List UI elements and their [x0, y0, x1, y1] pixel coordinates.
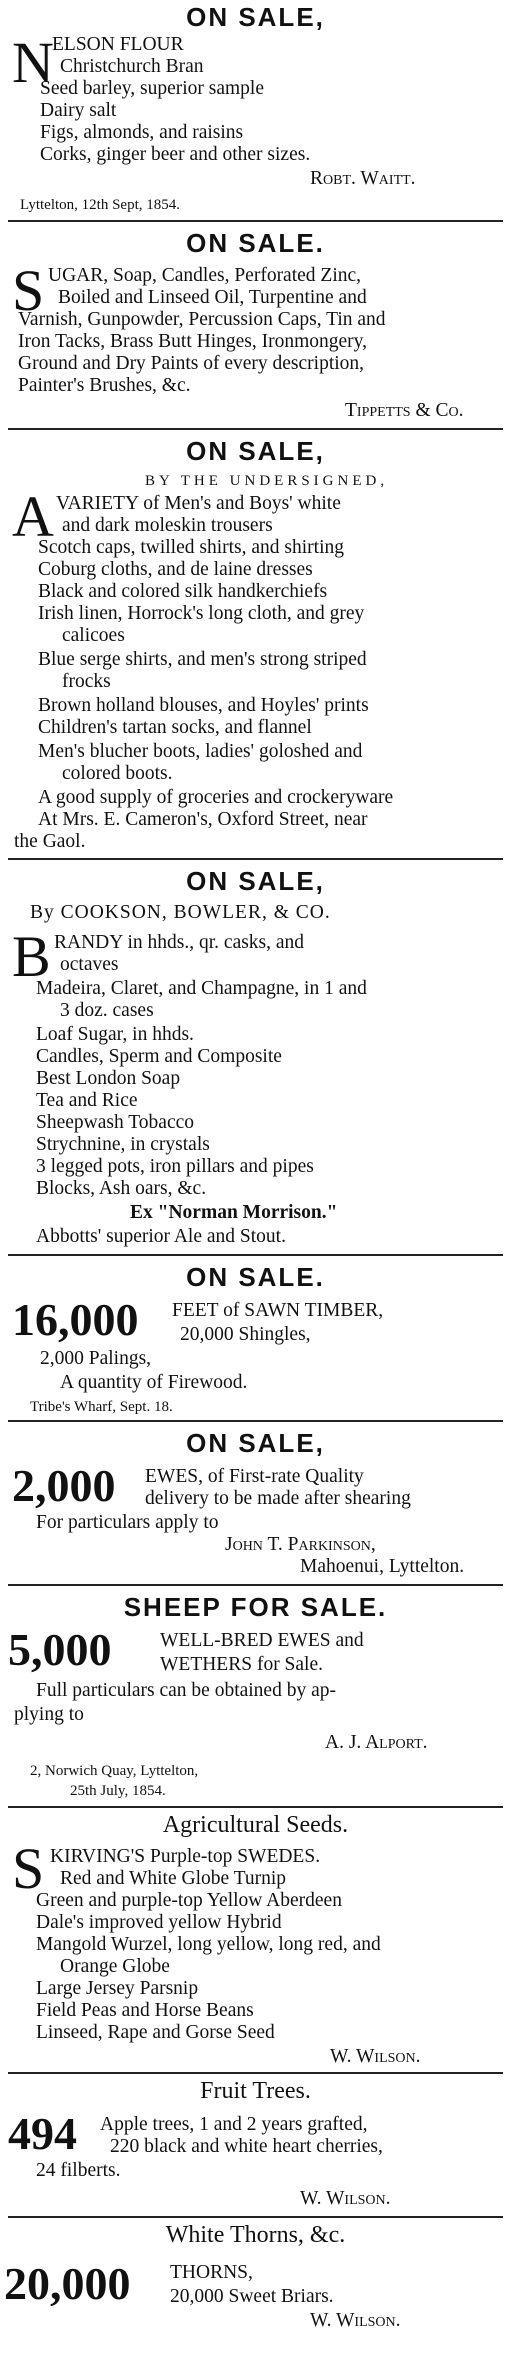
ad-text: FEET of SAWN TIMBER,	[172, 1300, 384, 1321]
ad-heading: ON SALE,	[186, 1428, 325, 1458]
ad-text: UGAR, Soap, Candles, Perforated Zinc,	[48, 265, 362, 286]
ad-text: Seed barley, superior sample	[40, 78, 264, 99]
ad-text: Men's blucher boots, ladies' goloshed and	[38, 741, 363, 762]
ad-dateline: 2, Norwich Quay, Lyttelton,	[30, 1763, 199, 1779]
ad-text: Christchurch Bran	[60, 56, 204, 77]
ad-text: Orange Globe	[60, 1956, 170, 1977]
ad-text: Madeira, Claret, and Champagne, in 1 and	[36, 978, 367, 999]
ad-text: plying to	[14, 1704, 84, 1725]
ad-text: WELL-BRED EWES and	[160, 1630, 364, 1651]
divider	[8, 2216, 503, 2218]
ad-text: Field Peas and Horse Beans	[36, 2000, 254, 2021]
ad-text: Irish linen, Horrock's long cloth, and grey	[38, 603, 365, 624]
ad-signature: A. J. Alport.	[325, 1732, 428, 1753]
ad-text: A quantity of Firewood.	[60, 1372, 248, 1393]
ad-heading: White Thorns, &c.	[165, 2222, 346, 2248]
ad-text: calicoes	[62, 625, 125, 646]
drop-cap: B	[12, 924, 51, 989]
ad-text: Blocks, Ash oars, &c.	[36, 1178, 207, 1199]
ad-text: Black and colored silk handkerchiefs	[38, 581, 328, 602]
ad-text: Mangold Wurzel, long yellow, long red, and	[36, 1934, 381, 1955]
divider	[8, 1420, 503, 1422]
ad-text: 2,000 Palings,	[40, 1348, 152, 1369]
ad-text: 220 black and white heart cherries,	[110, 2136, 383, 2157]
ad-text: EWES, of First-rate Quality	[145, 1466, 364, 1487]
ad-text: octaves	[60, 954, 119, 975]
ad-heading: Fruit Trees.	[200, 2078, 311, 2104]
ad-text: THORNS,	[170, 2262, 253, 2283]
ad-heading: ON SALE.	[186, 228, 325, 258]
ad-signature: W. Wilson.	[330, 2046, 421, 2067]
ad-text: 24 filberts.	[36, 2160, 121, 2181]
ad-text: Strychnine, in crystals	[36, 1134, 210, 1155]
lead-number: 5,000	[8, 1624, 112, 1675]
ad-text: Corks, ginger beer and other sizes.	[40, 144, 311, 165]
ad-text: frocks	[62, 671, 111, 692]
ad-heading: ON SALE,	[186, 2, 325, 32]
ad-dateline: Tribe's Wharf, Sept. 18.	[30, 1399, 173, 1415]
drop-cap: N	[12, 30, 54, 95]
ad-dateline: Lyttelton, 12th Sept, 1854.	[20, 197, 180, 213]
ad-text: Sheepwash Tobacco	[36, 1112, 195, 1133]
ad-text: 20,000 Sweet Briars.	[170, 2286, 334, 2307]
ad-text: Coburg cloths, and de laine dresses	[38, 559, 313, 580]
divider	[8, 428, 503, 430]
lead-number: 2,000	[12, 1460, 116, 1511]
ad-subheading: BY THE UNDERSIGNED,	[145, 473, 389, 489]
ad-signature: W. Wilson.	[300, 2188, 391, 2209]
divider	[8, 1806, 503, 1808]
lead-number: 20,000	[4, 2258, 131, 2309]
ad-heading: Agricultural Seeds.	[162, 1812, 349, 1838]
ad-text: Linseed, Rape and Gorse Seed	[36, 2022, 275, 2043]
ad-text: 3 legged pots, iron pillars and pipes	[36, 1156, 314, 1177]
ad-text: Painter's Brushes, &c.	[18, 375, 191, 396]
ad-text: delivery to be made after shearing	[145, 1488, 411, 1509]
ad-heading: ON SALE,	[186, 866, 325, 896]
ad-text: Dairy salt	[40, 100, 117, 121]
ad-text: Green and purple-top Yellow Aberdeen	[36, 1890, 342, 1911]
drop-cap: S	[12, 258, 45, 323]
ad-text: At Mrs. E. Cameron's, Oxford Street, near	[38, 809, 368, 830]
divider	[8, 1254, 503, 1256]
drop-cap: A	[12, 484, 54, 549]
ad-text: Best London Soap	[36, 1068, 181, 1089]
ad-signature: Robt. Waitt.	[310, 168, 416, 189]
lead-number: 494	[8, 2108, 77, 2159]
divider	[8, 858, 503, 860]
ad-text: KIRVING'S Purple-top SWEDES.	[50, 1846, 321, 1867]
ad-text: A good supply of groceries and crockeryware	[38, 787, 394, 808]
ad-text: Iron Tacks, Brass Butt Hinges, Ironmongery,	[18, 331, 368, 352]
ad-text: 20,000 Shingles,	[180, 1324, 311, 1345]
ad-text: Full particulars can be obtained by ap-	[36, 1680, 336, 1701]
ad-text: Children's tartan socks, and flannel	[38, 717, 312, 738]
ad-text: and dark moleskin trousers	[62, 515, 273, 536]
ad-text: ELSON FLOUR	[52, 34, 184, 55]
ad-signature: Mahoenui, Lyttelton.	[300, 1556, 465, 1577]
ad-text: the Gaol.	[14, 831, 86, 852]
ad-text: Brown holland blouses, and Hoyles' prints	[38, 695, 369, 716]
ad-heading: ON SALE,	[186, 436, 325, 466]
ad-text: Varnish, Gunpowder, Percussion Caps, Tin and	[18, 309, 386, 330]
divider	[8, 220, 503, 222]
ad-text: Ground and Dry Paints of every description,	[18, 353, 365, 374]
ad-subheading: By COOKSON, BOWLER, & CO.	[30, 902, 331, 923]
ad-text: Apple trees, 1 and 2 years grafted,	[100, 2114, 368, 2135]
ad-text: Candles, Sperm and Composite	[36, 1046, 282, 1067]
ad-text: Red and White Globe Turnip	[60, 1868, 287, 1889]
ad-dateline: 25th July, 1854.	[70, 1783, 166, 1799]
ad-text: Loaf Sugar, in hhds.	[36, 1024, 194, 1045]
ad-signature: W. Wilson.	[310, 2310, 401, 2331]
ad-text: Dale's improved yellow Hybrid	[36, 1912, 282, 1933]
ad-signature: Tippetts & Co.	[345, 400, 464, 421]
divider	[8, 2072, 503, 2074]
ad-text: Figs, almonds, and raisins	[40, 122, 244, 143]
ad-text: Boiled and Linseed Oil, Turpentine and	[58, 287, 367, 308]
ad-signature: John T. Parkinson,	[225, 1534, 376, 1555]
ad-text: WETHERS for Sale.	[160, 1654, 324, 1675]
ad-text: Blue serge shirts, and men's strong striped	[38, 649, 367, 670]
lead-number: 16,000	[12, 1294, 139, 1345]
ad-text: 3 doz. cases	[60, 1000, 154, 1021]
ad-text: Tea and Rice	[36, 1090, 138, 1111]
ad-heading: SHEEP FOR SALE.	[123, 1592, 388, 1622]
ad-heading: ON SALE.	[186, 1262, 325, 1292]
ad-text: VARIETY of Men's and Boys' white	[56, 493, 341, 514]
ad-text: colored boots.	[62, 763, 173, 784]
ad-text: Scotch caps, twilled shirts, and shirting	[38, 537, 345, 558]
ad-text: Large Jersey Parsnip	[36, 1978, 199, 1999]
ad-text: For particulars apply to	[36, 1512, 219, 1533]
ad-text: Abbotts' superior Ale and Stout.	[36, 1226, 286, 1247]
drop-cap: S	[12, 1836, 45, 1901]
divider	[8, 1584, 503, 1586]
ad-text: Ex "Norman Morrison."	[130, 1202, 338, 1223]
ad-text: RANDY in hhds., qr. casks, and	[54, 932, 305, 953]
